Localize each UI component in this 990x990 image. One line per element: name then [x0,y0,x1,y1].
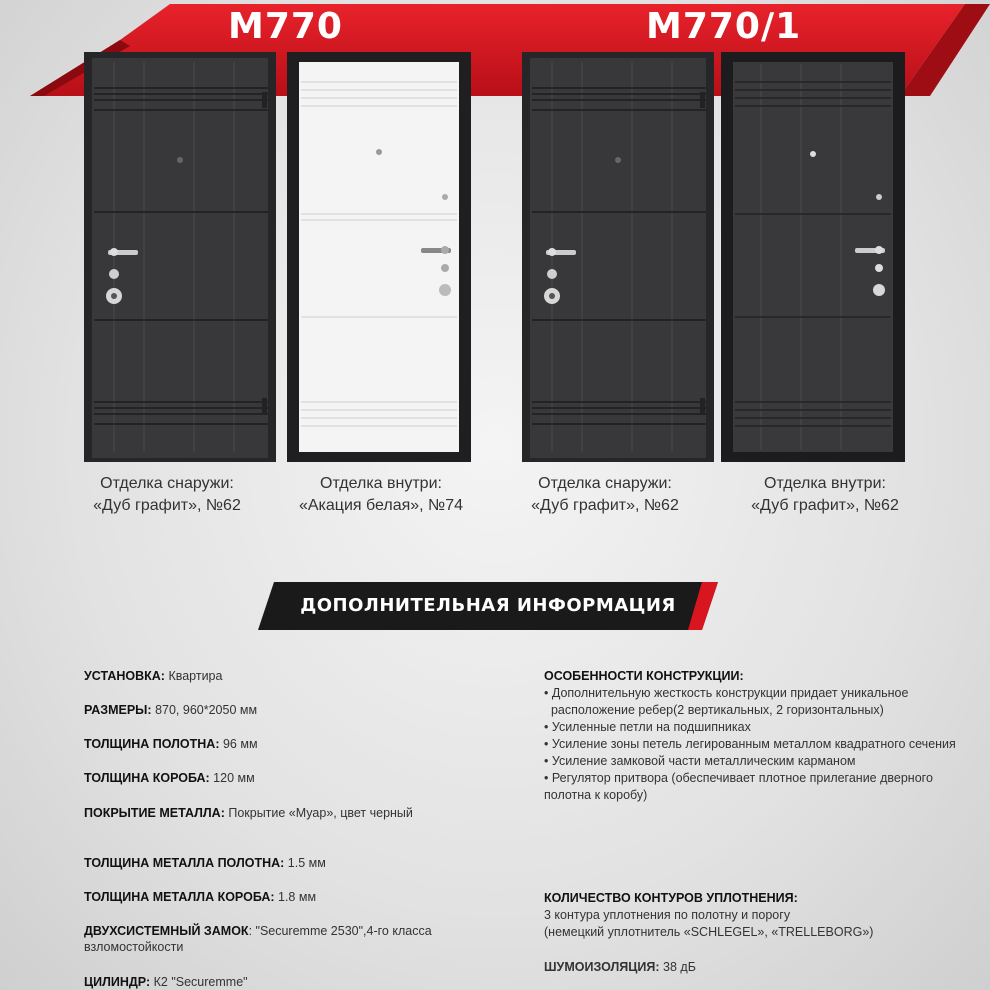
seal-title: КОЛИЧЕСТВО КОНТУРОВ УПЛОТНЕНИЯ: [544,891,798,905]
door-caption-2 [266,473,496,517]
spec-label: ЦИЛИНДР: [84,975,151,989]
caption-title: Отделка внутри: [764,475,886,492]
construction-line: • Усиленные петли на подшипниках [544,720,751,734]
caption-value: «Дуб графит», №62 [751,497,899,514]
door-m770-interior [287,52,471,462]
spec-sizes [84,702,454,718]
spec-value: 870, 960*2050 мм [151,703,258,717]
spec-installation [84,668,454,684]
spec-label: ТОЛЩИНА МЕТАЛЛА КОРОБА: [84,890,275,904]
spec-value: 120 мм [209,771,255,785]
door-m770-1-interior [721,52,905,462]
model-title-left: M770 [228,6,343,47]
caption-value: «Акация белая», №74 [298,497,464,514]
construction-line: • Усиление замковой части металлическим карманом [544,754,856,768]
spec-lock [84,923,474,955]
spec-label: ПОКРЫТИЕ МЕТАЛЛА: [84,806,225,820]
spec-label: ТОЛЩИНА МЕТАЛЛА ПОЛОТНА: [84,856,285,870]
door-caption-4 [710,473,940,517]
door-m770-1-exterior [522,52,714,462]
construction-features [544,668,964,804]
model-title-right: M770/1 [646,6,802,47]
caption-value: «Дуб графит», №62 [531,497,679,514]
caption-title: Отделка снаружи: [538,475,672,492]
door-caption-1 [52,473,282,517]
spec-frame-thickness [84,770,454,786]
construction-line: • Усиление зоны петель легированным металлом квадратного сечения [544,737,956,751]
seal-line: (немецкий уплотнитель «SCHLEGEL», «TRELLEBORG») [544,925,874,939]
caption-title: Отделка снаружи: [100,475,234,492]
door-caption-3 [490,473,720,517]
spec-value: К2 "Securemme" [150,975,248,989]
spec-value: Покрытие «Муар», цвет черный [224,806,413,820]
spec-value: 1.5 мм [284,856,326,870]
spec-leaf-metal [84,855,454,871]
spec-label: ТОЛЩИНА ПОЛОТНА: [84,737,220,751]
noise-value: 38 дБ [659,960,696,974]
spec-label: ТОЛЩИНА КОРОБА: [84,771,210,785]
spec-value: 1.8 мм [274,890,317,904]
noise-insulation [544,959,964,976]
spec-label: РАЗМЕРЫ: [84,703,152,717]
door-m770-exterior [84,52,276,462]
caption-title: Отделка внутри: [320,475,442,492]
caption-value: «Дуб графит», №62 [93,497,241,514]
construction-line: • Дополнительную жесткость конструкции придает уникальное [544,686,909,700]
spec-value: Квартира [164,669,223,683]
construction-title: ОСОБЕННОСТИ КОНСТРУКЦИИ: [544,669,744,683]
spec-cylinder [84,974,454,990]
seal-contours [544,890,964,941]
spec-value: : "Securemme 2530",4-го класса взломостойкости [84,924,432,954]
noise-label: ШУМОИЗОЛЯЦИЯ: [544,960,660,974]
construction-line: расположение ребер(2 вертикальных, 2 горизонтальных) [544,703,884,717]
seal-line: 3 контура уплотнения по полотну и порогу [544,908,791,922]
info-banner-title: ДОПОЛНИТЕЛЬНАЯ ИНФОРМАЦИЯ [300,595,676,616]
spec-frame-metal [84,889,454,905]
spec-metal-coating [84,805,444,821]
construction-line: • Регулятор притвора (обеспечивает плотное прилегание дверного полотна к коробу) [544,771,933,802]
spec-label: УСТАНОВКА: [84,669,165,683]
spec-label: ДВУХСИСТЕМНЫЙ ЗАМОК [84,924,249,938]
spec-value: 96 мм [219,737,258,751]
spec-leaf-thickness [84,736,454,752]
